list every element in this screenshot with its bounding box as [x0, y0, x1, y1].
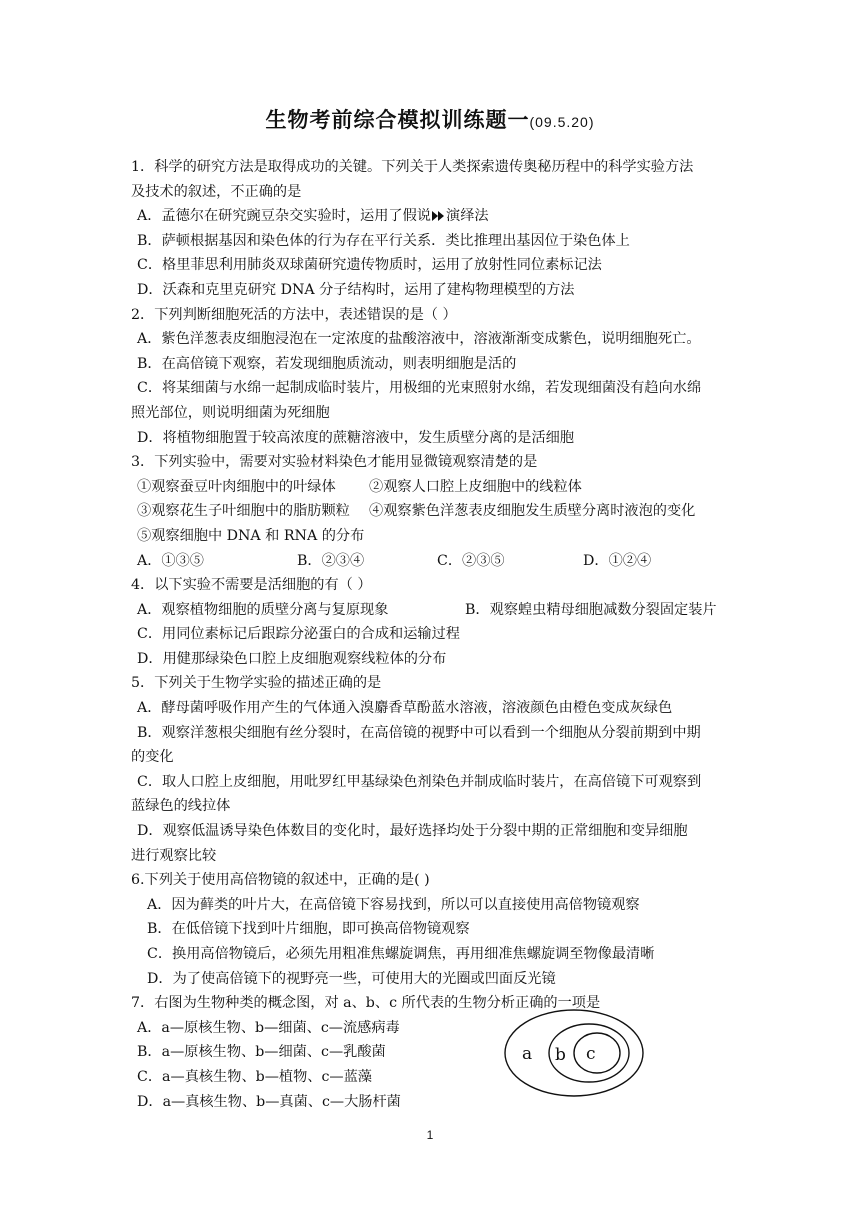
- q4-options-row1: [131, 598, 736, 623]
- q4-option-c: C．用同位素标记后跟踪分泌蛋白的合成和运输过程: [137, 626, 460, 643]
- q3-items-row2: [131, 499, 736, 524]
- q5-option-b-line1: B．观察洋葱根尖细胞有丝分裂时，在高倍镜的视野中可以看到一个细胞从分裂前期到中期: [137, 724, 701, 741]
- q7-option-b: B．a—原核生物、b—细菌、c—乳酸菌: [137, 1044, 386, 1061]
- q2-option-c-line1: C．将某细菌与水绵一起制成临时装片，用极细的光束照射水绵，若发现细菌没有趋向水绵: [137, 380, 702, 397]
- q2-stem: 2．下列判断细胞死活的方法中，表述错误的是（ ）: [131, 306, 457, 323]
- q5-option-c-line2: 蓝绿色的线拉体: [131, 798, 231, 815]
- q6-option-c: C．换用高倍物镜后，必须先用粗准焦螺旋调焦，再用细准焦螺旋调至物像最清晰: [147, 946, 655, 962]
- q6-stem: 6.下列关于使用高倍物镜的叙述中，正确的是( ): [131, 872, 430, 889]
- q4-stem: 4．以下实验不需要是活细胞的有（ ）: [131, 577, 372, 594]
- page-number: 1: [426, 1128, 434, 1142]
- q5-stem: 5．下列关于生物学实验的描述正确的是: [131, 675, 382, 692]
- q4-option-b: B．观察蝗虫精母细胞减数分裂固定装片: [465, 601, 717, 618]
- q6-option-b: B．在低倍镜下找到叶片细胞，即可换高倍物镜观察: [147, 921, 470, 938]
- q3-items-row1: [131, 475, 736, 500]
- q5-option-a: A．酵母菌呼吸作用产生的气体通入溴麝香草酚蓝水溶液，溶液颜色由橙色变成灰绿色: [137, 700, 673, 717]
- q2-option-d: D．将植物细胞置于较高浓度的蔗糖溶液中，发生质壁分离的是活细胞: [137, 429, 575, 446]
- page-title: [0, 104, 860, 134]
- q3-item-2: ②观察人口腔上皮细胞中的线粒体: [369, 478, 582, 495]
- title-date: (09.5.20): [529, 114, 595, 130]
- q1-option-a: [131, 204, 736, 229]
- q2-option-c-line2: 照光部位，则说明细菌为死细胞: [131, 404, 330, 421]
- question-list: [131, 155, 736, 1114]
- q3-option-b: B．②③④: [297, 552, 365, 569]
- q1-option-c: C．格里菲思利用肺炎双球菌研究遗传物质时，运用了放射性同位素标记法: [137, 257, 602, 274]
- q1-option-a-tail: 演绎法: [446, 208, 489, 225]
- q3-option-d: D．①②④: [583, 552, 652, 569]
- ellipse-c: [574, 1033, 620, 1073]
- q5-option-b-line2: 的变化: [131, 749, 174, 766]
- diagram-label-c: c: [586, 1044, 596, 1064]
- q4-option-d: D．用健那绿染色口腔上皮细胞观察线粒体的分布: [137, 650, 447, 667]
- q1-stem-line2: 及技术的叙述，不正确的是: [131, 183, 302, 200]
- q2-option-b: B．在高倍镜下观察，若发现细胞质流动，则表明细胞是活的: [137, 355, 517, 372]
- q5-option-c-line1: C．取人口腔上皮细胞，用吡罗红甲基绿染色剂染色并制成临时装片，在高倍镜下可观察到: [137, 773, 702, 790]
- q6-option-a: A．因为藓类的叶片大，在高倍镜下容易找到，所以可以直接使用高倍物镜观察: [147, 896, 640, 913]
- q1-option-b: B．萨顿根据基因和染色体的行为存在平行关系．类比推理出基因位于染色体上: [137, 232, 630, 249]
- q3-option-a: A．①③⑤: [137, 552, 204, 569]
- q5-option-d-line2: 进行观察比较: [131, 847, 217, 864]
- q2-option-a: A．紫色洋葱表皮细胞浸泡在一定浓度的盐酸溶液中，溶液渐渐变成紫色，说明细胞死亡。: [137, 331, 701, 348]
- q1-option-d: D．沃森和克里克研究 DNA 分子结构时，运用了建构物理模型的方法: [137, 281, 575, 298]
- q3-options: [131, 549, 736, 574]
- double-arrow-icon: [432, 211, 445, 221]
- q3-item-3: ③观察花生子叶细胞中的脂肪颗粒: [137, 503, 350, 520]
- q1-stem-line1: 1．科学的研究方法是取得成功的关键。下列关于人类探索遗传奥秘历程中的科学实验方法: [131, 159, 694, 175]
- q1-option-a-text: A．孟德尔在研究豌豆杂交实验时，运用了假说: [137, 208, 431, 225]
- diagram-label-b: b: [555, 1045, 566, 1065]
- q5-option-d-line1: D．观察低温诱导染色体数目的变化时，最好选择均处于分裂中期的正常细胞和变异细胞: [137, 823, 688, 840]
- q6-option-d: D．为了使高倍镜下的视野亮一些，可使用大的光圈或凹面反光镜: [147, 970, 556, 987]
- title-main: 生物考前综合模拟训练题一: [265, 107, 530, 132]
- q3-option-c: C．②③⑤: [437, 552, 505, 569]
- diagram-label-a: a: [522, 1044, 533, 1064]
- q3-stem: 3．下列实验中，需要对实验材料染色才能用显微镜观察清楚的是: [131, 454, 538, 471]
- q7-stem: 7．右图为生物种类的概念图，对 a、b、c 所代表的生物分析正确的一项是: [131, 995, 601, 1012]
- q4-option-a: A．观察植物细胞的质壁分离与复原现象: [137, 601, 389, 618]
- q3-item-5: ⑤观察细胞中 DNA 和 RNA 的分布: [137, 527, 365, 544]
- q3-item-4: ④观察紫色洋葱表皮细胞发生质壁分离时液泡的变化: [369, 503, 696, 520]
- concept-diagram: [503, 1008, 645, 1098]
- q7-option-a: A．a—原核生物、b—细菌、c—流感病毒: [137, 1019, 400, 1036]
- q7-option-d: D．a—真核生物、b—真菌、c—大肠杆菌: [137, 1093, 401, 1110]
- q7-option-c: C．a—真核生物、b—植物、c—蓝藻: [137, 1068, 372, 1085]
- q3-item-1: ①观察蚕豆叶肉细胞中的叶绿体: [137, 478, 336, 495]
